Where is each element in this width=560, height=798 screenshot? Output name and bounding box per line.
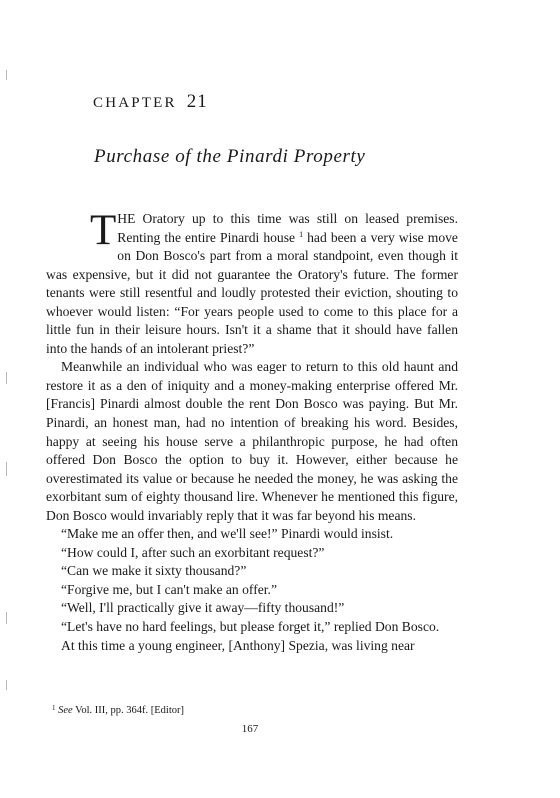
footnote-reference[interactable]: 1 xyxy=(299,229,304,239)
page-edge-mark xyxy=(6,462,7,476)
page-edge-mark xyxy=(6,372,7,384)
page-edge-mark xyxy=(6,612,7,624)
paragraph: At this time a young engineer, [Anthony] Spezia, was living near xyxy=(61,637,415,653)
paragraph: “Can we make it sixty thousand?” xyxy=(61,563,247,579)
chapter-label: CHAPTER xyxy=(93,95,177,111)
footnote-marker: 1 xyxy=(52,704,56,712)
page-number: 167 xyxy=(241,723,259,735)
paragraph: “How could I, after such an exorbitant request?” xyxy=(61,544,325,560)
lead-word: HE xyxy=(117,211,136,226)
paragraph: “Forgive me, but I can't make an offer.” xyxy=(61,581,277,597)
drop-cap: T xyxy=(90,207,117,254)
chapter-heading xyxy=(93,91,208,113)
page-edge-mark xyxy=(6,680,7,690)
page-edge-mark xyxy=(6,70,7,80)
footnote-see: See xyxy=(58,705,73,716)
chapter-number: 21 xyxy=(186,91,208,112)
paragraph: “Let's have no hard feelings, but please forget it,” replied Don Bosco. xyxy=(61,619,440,635)
paragraph-text: had been a very wise move on Don Bosco's part from a moral standpoint, even though it was expensive, but it did not guarantee the Oratory's future. The former tenants were still resentful and loudly protested their eviction, shouting to whoever would listen: “For years people used to come to this place for a little fun in their leisure hours. Isn't it a shame that it should have fallen into the hands of an intolerant priest?” xyxy=(46,229,458,356)
paragraph-text: Oratory up to this time was still on leased premises. Renting the entire Pinardi house xyxy=(117,211,458,245)
footnote xyxy=(52,705,184,716)
paragraph: Meanwhile an individual who was eager to return to this old haunt and restore it as a den of iniquity and a money-making enterprise offered Mr. [Francis] Pinardi almost double the rent Don Bosco was paying. But Mr. Pinardi, an honest man, had no intention of breaking his word. Besides, happy at seeing his house serve a philanthropic purpose, he had often offered Don Bosco the option to buy it. However, either because he overestimated its value or because he needed the money, he was asking the exorbitant sum of eighty thousand lire. Whenever he mentioned this figure, Don Bosco would invariably reply that it was far beyond his means. xyxy=(46,359,458,523)
first-paragraph xyxy=(46,207,458,358)
paragraph: “Make me an offer then, and we'll see!” Pinardi would insist. xyxy=(61,526,394,542)
chapter-title: Purchase of the Pinardi Property xyxy=(94,146,366,167)
paragraph: “Well, I'll practically give it away—fifty thousand!” xyxy=(61,600,345,616)
footnote-text: Vol. III, pp. 364f. [Editor] xyxy=(72,705,185,716)
body-text xyxy=(46,207,458,655)
